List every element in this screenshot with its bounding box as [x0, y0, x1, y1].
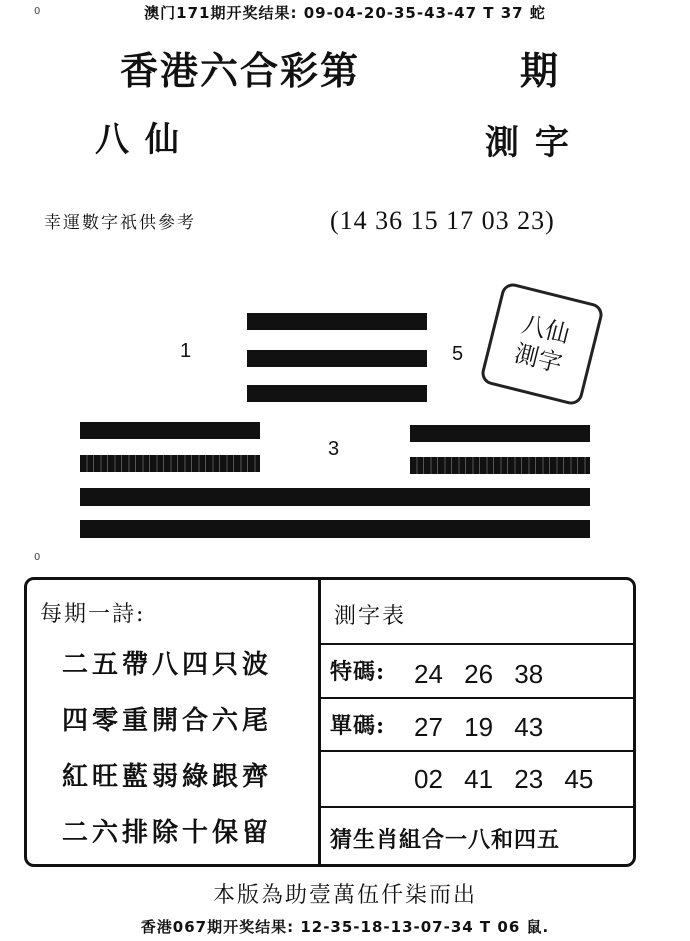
right-label: 測 字	[485, 123, 571, 163]
hexagram-bar-left-2	[80, 455, 260, 472]
hexagram-label-5: 5	[452, 343, 464, 365]
hexagram-bar-right-2	[410, 457, 590, 474]
poem-line-2: 四零重開合六尾	[62, 706, 273, 736]
lucky-numbers-value: (14 36 15 17 03 23)	[330, 206, 555, 235]
table-row-line-1	[321, 643, 634, 645]
row-numbers-single: 27 19 43	[414, 712, 544, 742]
table-row-line-4	[321, 806, 634, 808]
poem-line-4: 二六排除十保留	[62, 818, 273, 848]
corner-mark-top: 0	[34, 6, 41, 17]
row-label-single: 單碼:	[330, 713, 386, 739]
zodiac-guess: 猜生肖組合一八和四五	[330, 827, 561, 853]
poem-line-3: 紅旺藍弱綠跟齊	[62, 762, 273, 792]
hexagram-bar-right-1	[410, 425, 590, 442]
hexagram-label-3: 3	[328, 438, 340, 460]
hexagram-bar-top-3	[247, 385, 427, 402]
hexagram-bar-long-1	[80, 488, 590, 506]
hongkong-result-banner: 香港067期开奖结果: 12-35-18-13-07-34 T 06 鼠.	[140, 918, 550, 936]
panel-divider	[318, 579, 321, 865]
stamp-line-2: 測字	[511, 339, 566, 378]
page-title-suffix: 期	[520, 48, 561, 93]
row-numbers-extra: 02 41 23 45	[414, 764, 594, 794]
table-row-line-3	[321, 750, 634, 752]
hexagram-bar-top-2	[247, 350, 427, 367]
poem-heading: 每期一詩:	[40, 602, 146, 627]
row-numbers-special: 24 26 38	[414, 659, 544, 689]
row-label-special: 特碼:	[330, 659, 386, 685]
hexagram-label-1: 1	[180, 340, 192, 362]
macau-result-banner: 澳门171期开奖结果: 09-04-20-35-43-47 T 37 蛇	[144, 4, 546, 22]
stamp-seal	[479, 281, 605, 407]
page-title: 香港六合彩第	[120, 48, 361, 93]
poem-line-1: 二五帶八四只波	[62, 650, 273, 680]
footer-note: 本版為助壹萬伍仟柒而出	[212, 883, 477, 908]
lucky-numbers-label: 幸運數字祇供參考	[44, 213, 196, 233]
table-row-line-2	[321, 697, 634, 699]
hexagram-bar-top-1	[247, 313, 427, 330]
left-label: 八 仙	[95, 120, 181, 160]
hexagram-bar-left-1	[80, 422, 260, 439]
corner-mark-mid: 0	[34, 552, 41, 563]
table-title: 測字表	[334, 604, 407, 629]
hexagram-bar-long-2	[80, 520, 590, 538]
stamp-line-1: 八仙	[518, 310, 573, 349]
